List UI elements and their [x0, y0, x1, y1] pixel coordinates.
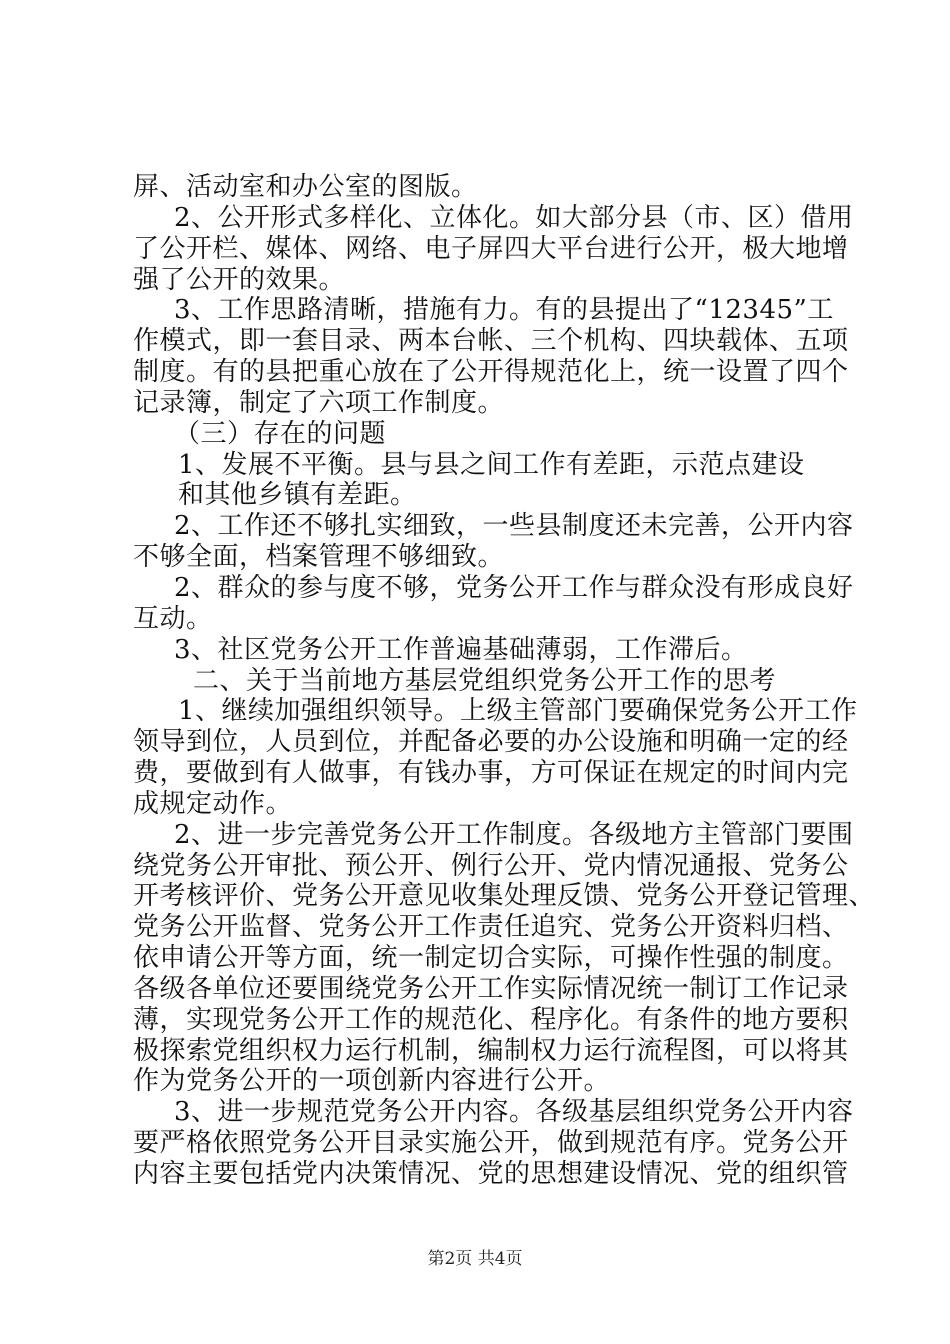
text-line: 成规定动作。: [133, 789, 293, 819]
text-line: 作为党务公开的一项创新内容进行公开。: [133, 1066, 611, 1096]
text-line: 要严格依照党务公开目录实施公开，做到规范有序。党务公开: [133, 1128, 849, 1158]
section-heading: 二、关于当前地方基层党组织党务公开工作的思考: [193, 666, 777, 696]
text-line: 了公开栏、媒体、网络、电子屏四大平台进行公开，极大地增: [133, 234, 849, 264]
text-line: 2、公开形式多样化、立体化。如大部分县（市、区）借用: [174, 203, 854, 233]
text-line: 3、社区党务公开工作普遍基础薄弱，工作滞后。: [174, 635, 748, 665]
text-line: 内容主要包括党内决策情况、党的思想建设情况、党的组织管: [133, 1159, 849, 1189]
text-line: 绕党务公开审批、预公开、例行公开、党内情况通报、党务公: [133, 851, 849, 881]
text-line: 费，要做到有人做事，有钱办事，方可保证在规定的时间内完: [133, 758, 849, 788]
text-line: 依申请公开等方面，统一制定切合实际，可操作性强的制度。: [133, 943, 849, 973]
text-line: 领导到位，人员到位，并配备必要的办公设施和明确一定的经: [133, 727, 849, 757]
text-line: 和其他乡镇有差距。: [178, 480, 417, 510]
text-line: 2、工作还不够扎实细致，一些县制度还未完善，公开内容: [174, 511, 854, 541]
text-line: 各级各单位还要围绕党务公开工作实际情况统一制订工作记录: [133, 974, 849, 1004]
text-line: 开考核评价、党务公开意见收集处理反馈、党务公开登记管理、: [133, 881, 876, 911]
text-line: 作模式，即一套目录、两本台帐、三个机构、四块载体、五项: [133, 326, 849, 356]
text-line: 1、继续加强组织领导。上级主管部门要确保党务公开工作: [178, 696, 858, 726]
text-line: 强了公开的效果。: [133, 265, 346, 295]
text-line: 极探索党组织权力运行机制，编制权力运行流程图，可以将其: [133, 1036, 849, 1066]
text-line: 2、进一步完善党务公开工作制度。各级地方主管部门要围: [174, 820, 854, 850]
text-line: 1、发展不平衡。县与县之间工作有差距，示范点建设: [178, 450, 805, 480]
text-line: 不够全面，档案管理不够细致。: [133, 542, 505, 572]
text-line: 制度。有的县把重心放在了公开得规范化上，统一设置了四个: [133, 357, 849, 387]
text-line: 薄，实现党务公开工作的规范化、程序化。有条件的地方要积: [133, 1005, 849, 1035]
text-line: 记录簿，制定了六项工作制度。: [133, 388, 505, 418]
text-line: 3、工作思路清晰，措施有力。有的县提出了“12345”工: [174, 295, 834, 325]
page-number-footer: 第2页 共4页: [427, 1249, 523, 1269]
text-line: 3、进一步规范党务公开内容。各级基层组织党务公开内容: [174, 1097, 854, 1127]
text-line: 屏、活动室和办公室的图版。: [133, 172, 478, 202]
text-line: 2、群众的参与度不够，党务公开工作与群众没有形成良好: [174, 573, 854, 603]
section-heading: （三）存在的问题: [174, 419, 387, 449]
text-line: 互动。: [133, 604, 213, 634]
text-line: 党务公开监督、党务公开工作责任追究、党务公开资料归档、: [133, 912, 849, 942]
